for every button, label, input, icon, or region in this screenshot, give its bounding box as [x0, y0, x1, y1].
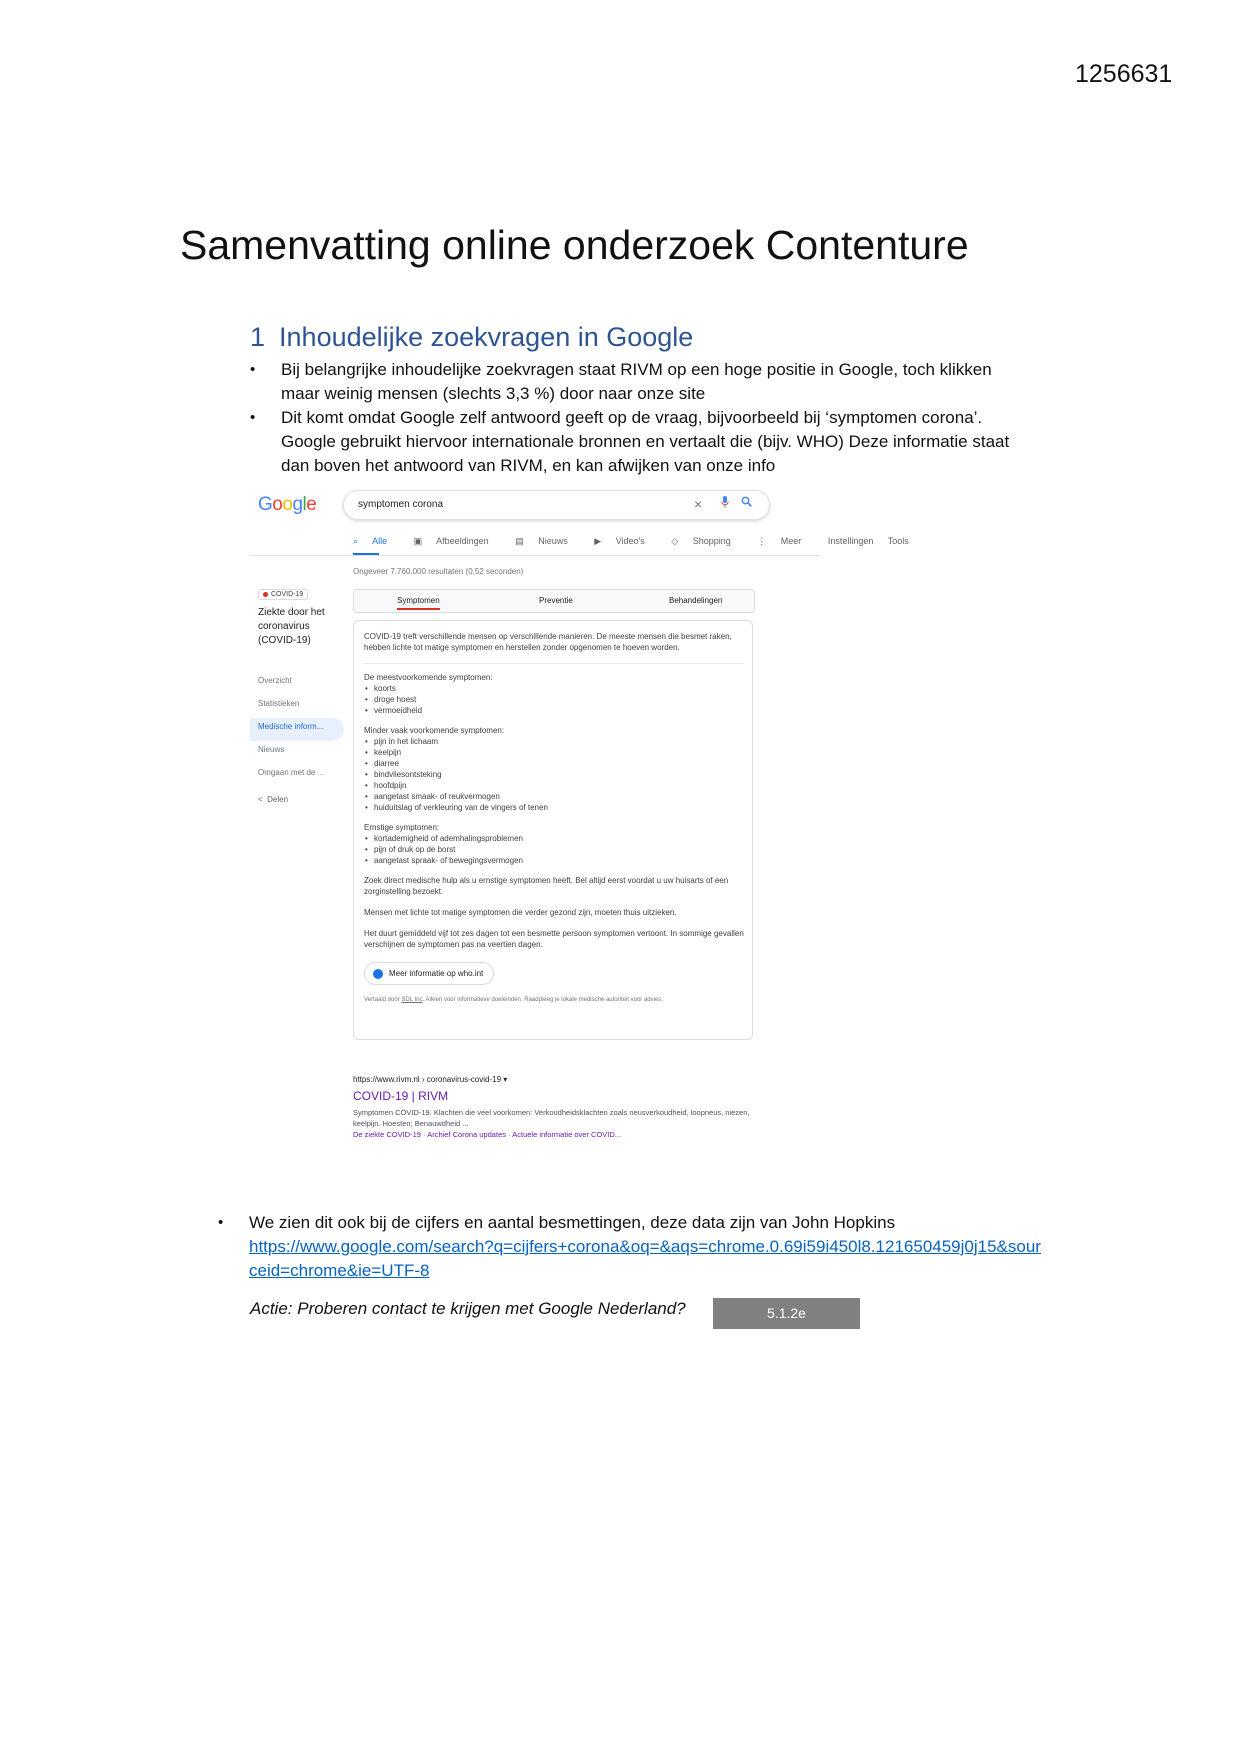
common-list — [364, 683, 744, 716]
symptoms-card — [353, 620, 753, 1040]
google-search-link[interactable]: https://www.google.com/search?q=cijfers+corona&oq=&aqs=chrome.0.69i59i450l8.121650459j0j15&sourceid=chrome&ie=UTF-8 — [249, 1237, 1041, 1280]
result-count: Ongeveer 7.760.000 resultaten (0,52 seconden) — [353, 567, 524, 576]
logo-letter: o — [282, 494, 293, 515]
covid-badge — [258, 589, 308, 600]
tab-symptoms[interactable]: Symptomen — [397, 596, 440, 610]
card-paragraph: Het duurt gemiddeld vijf tot zes dagen tot een besmette persoon symptomen vertoont. In sommige gevallen verschijnen de symptomen pas na veertien dagen. — [364, 929, 744, 949]
footer-prefix: Vertaald door — [364, 997, 400, 1003]
logo-letter: G — [258, 494, 273, 515]
tag-icon: ◇ — [671, 536, 679, 546]
more-icon: ⋮ — [757, 536, 767, 546]
bullet-item — [218, 1211, 1048, 1283]
share-button[interactable] — [258, 795, 348, 804]
tab-shopping[interactable] — [671, 536, 742, 546]
tab-treatments[interactable]: Behandelingen — [669, 596, 723, 605]
severe-list — [364, 833, 744, 866]
list-item: • bindvliesontsteking — [364, 769, 744, 780]
more-info-button[interactable] — [364, 962, 494, 985]
list-item: • hoofdpijn — [364, 780, 744, 791]
microphone-icon[interactable] — [721, 496, 729, 511]
video-icon: ▶ — [594, 536, 602, 546]
result-sitelinks[interactable]: De ziekte COVID-19 · Archief Corona updates · Actuele informatie over COVID... — [353, 1130, 622, 1139]
more-info-label: Meer informatie op who.int — [389, 969, 484, 978]
less-common-title: Minder vaak voorkomende symptomen: — [364, 726, 505, 735]
knowledge-sidebar — [258, 588, 348, 804]
sidebar-item-coping[interactable]: Omgaan met de ... — [258, 768, 325, 777]
divider — [364, 663, 744, 664]
tab-label: Afbeeldingen — [436, 536, 489, 546]
search-result — [353, 1075, 773, 1139]
section-heading — [250, 322, 693, 353]
logo-letter: g — [292, 494, 303, 515]
section-heading-text: Inhoudelijke zoekvragen in Google — [279, 322, 694, 352]
result-snippet: Symptomen COVID-19. Klachten die veel voorkomen: Verkoudheidsklachten zoals neusverkoudheid, loopneus, niezen, keelpijn. Hoesten; Benauwdheid ... — [353, 1108, 750, 1128]
tab-more[interactable] — [757, 536, 813, 546]
document-title: Samenvatting online onderzoek Contenture — [180, 222, 969, 268]
sidebar-item-news[interactable]: Nieuws — [258, 745, 285, 754]
share-icon: < — [258, 795, 263, 804]
tab-images[interactable] — [414, 536, 501, 546]
list-item: • aangetast smaak- of reukvermogen — [364, 791, 744, 802]
sidebar-item-statistics[interactable]: Statistieken — [258, 699, 300, 708]
list-item: • huiduitslag of verkleuring van de vingers of tenen — [364, 802, 744, 813]
google-screenshot — [250, 484, 909, 1156]
tab-videos[interactable] — [594, 536, 657, 546]
tab-label: Nieuws — [538, 536, 568, 546]
tab-label: Alle — [372, 536, 388, 546]
logo-letter: l — [302, 494, 307, 515]
disease-name: Ziekte door het coronavirus (COVID-19) — [258, 607, 325, 646]
common-title: De meestvoorkomende symptomen: — [364, 673, 493, 682]
list-item: • koorts — [364, 683, 744, 694]
tab-news[interactable] — [515, 536, 580, 546]
card-paragraph: Mensen met lichte tot matige symptomen die verder gezond zijn, moeten thuis uitzieken. — [364, 908, 677, 917]
list-item: • vermoeidheid — [364, 705, 744, 716]
less-common-list — [364, 736, 744, 813]
action-note: Actie: Proberen contact te krijgen met Google Nederland? — [250, 1299, 686, 1318]
card-paragraph: Zoek direct medische hulp als u ernstige symptomen heeft. Bel altijd eerst voordat u uw huisarts of een zorginstelling bezoekt. — [364, 876, 729, 896]
redaction-box: 5.1.2e — [713, 1298, 860, 1329]
result-url[interactable]: https://www.rivm.nl › coronavirus-covid-19 ▾ — [353, 1075, 508, 1084]
bullet-text: We zien dit ook bij de cijfers en aantal besmettingen, deze data zijn van John Hopkins — [249, 1213, 896, 1232]
badge-label: COVID-19 — [271, 591, 304, 598]
news-icon: ▤ — [515, 536, 524, 546]
section-bullets-2 — [218, 1211, 1048, 1283]
card-intro: COVID-19 treft verschillende mensen op verschillende manieren. De meeste mensen die besmet raken, hebben lichte tot matige symptomen en herstellen zonder opgenomen te hoeven worden. — [364, 632, 732, 652]
google-logo — [258, 494, 316, 516]
tab-all[interactable] — [353, 536, 399, 546]
tab-tools[interactable]: Tools — [887, 536, 909, 546]
tab-label: Video's — [615, 536, 645, 546]
section-bullets — [250, 358, 1010, 478]
sidebar-item-medical-info[interactable]: Medische inform... — [250, 718, 344, 741]
tab-prevention[interactable]: Preventie — [539, 596, 573, 605]
tab-settings[interactable]: Instellingen — [827, 536, 874, 546]
logo-letter: e — [306, 494, 317, 515]
list-item: • kortademigheid of ademhalingsproblemen — [364, 833, 744, 844]
list-item: • diarree — [364, 758, 744, 769]
sidebar-item-overview[interactable]: Overzicht — [258, 676, 292, 685]
globe-icon — [373, 969, 383, 979]
search-icon[interactable] — [741, 495, 752, 510]
list-item: • aangetast spraak- of bewegingsvermogen — [364, 855, 744, 866]
list-item: • pijn in het lichaam — [364, 736, 744, 747]
list-item: • pijn of druk op de borst — [364, 844, 744, 855]
card-footer — [364, 995, 744, 1006]
search-icon: ⌕ — [353, 536, 359, 546]
clear-icon[interactable]: × — [694, 496, 703, 512]
sidebar-nav — [258, 672, 348, 787]
footer-suffix: . Alleen voor informatieve doeleinden. Raadpleeg je lokale medische autoriteit voor advies. — [422, 997, 663, 1003]
search-box[interactable] — [343, 490, 770, 520]
symptom-tabs — [353, 589, 755, 613]
document-number: 1256631 — [1075, 60, 1173, 88]
bullet-item: • Bij belangrijke inhoudelijke zoekvragen staat RIVM op een hoge positie in Google, toch klikken maar weinig mensen (slechts 3,3 %) door naar onze site — [250, 358, 1010, 406]
divider — [250, 555, 820, 556]
severe-title: Ernstige symptomen: — [364, 823, 440, 832]
section-number: 1 — [250, 322, 266, 352]
bullet-item: • Dit komt omdat Google zelf antwoord geeft op de vraag, bijvoorbeeld bij ‘symptomen corona’. Google gebruikt hiervoor internationale bronnen en vertaalt die (bijv. WHO) Deze informatie staat dan boven het antwoord van RIVM, en kan afwijken van onze info — [250, 406, 1010, 478]
status-dot-icon — [263, 592, 268, 597]
result-title[interactable]: COVID-19 | RIVM — [353, 1089, 449, 1103]
image-icon: ▣ — [413, 536, 423, 546]
search-tabs — [353, 536, 921, 547]
list-item: • keelpijn — [364, 747, 744, 758]
tab-label: Shopping — [692, 536, 731, 546]
search-query[interactable]: symptomen corona — [358, 499, 444, 510]
list-item: • droge hoest — [364, 694, 744, 705]
logo-letter: o — [272, 494, 283, 515]
translator-link[interactable]: SDL Inc — [401, 997, 423, 1003]
tab-label: Meer — [780, 536, 802, 546]
share-label: Delen — [267, 795, 289, 804]
